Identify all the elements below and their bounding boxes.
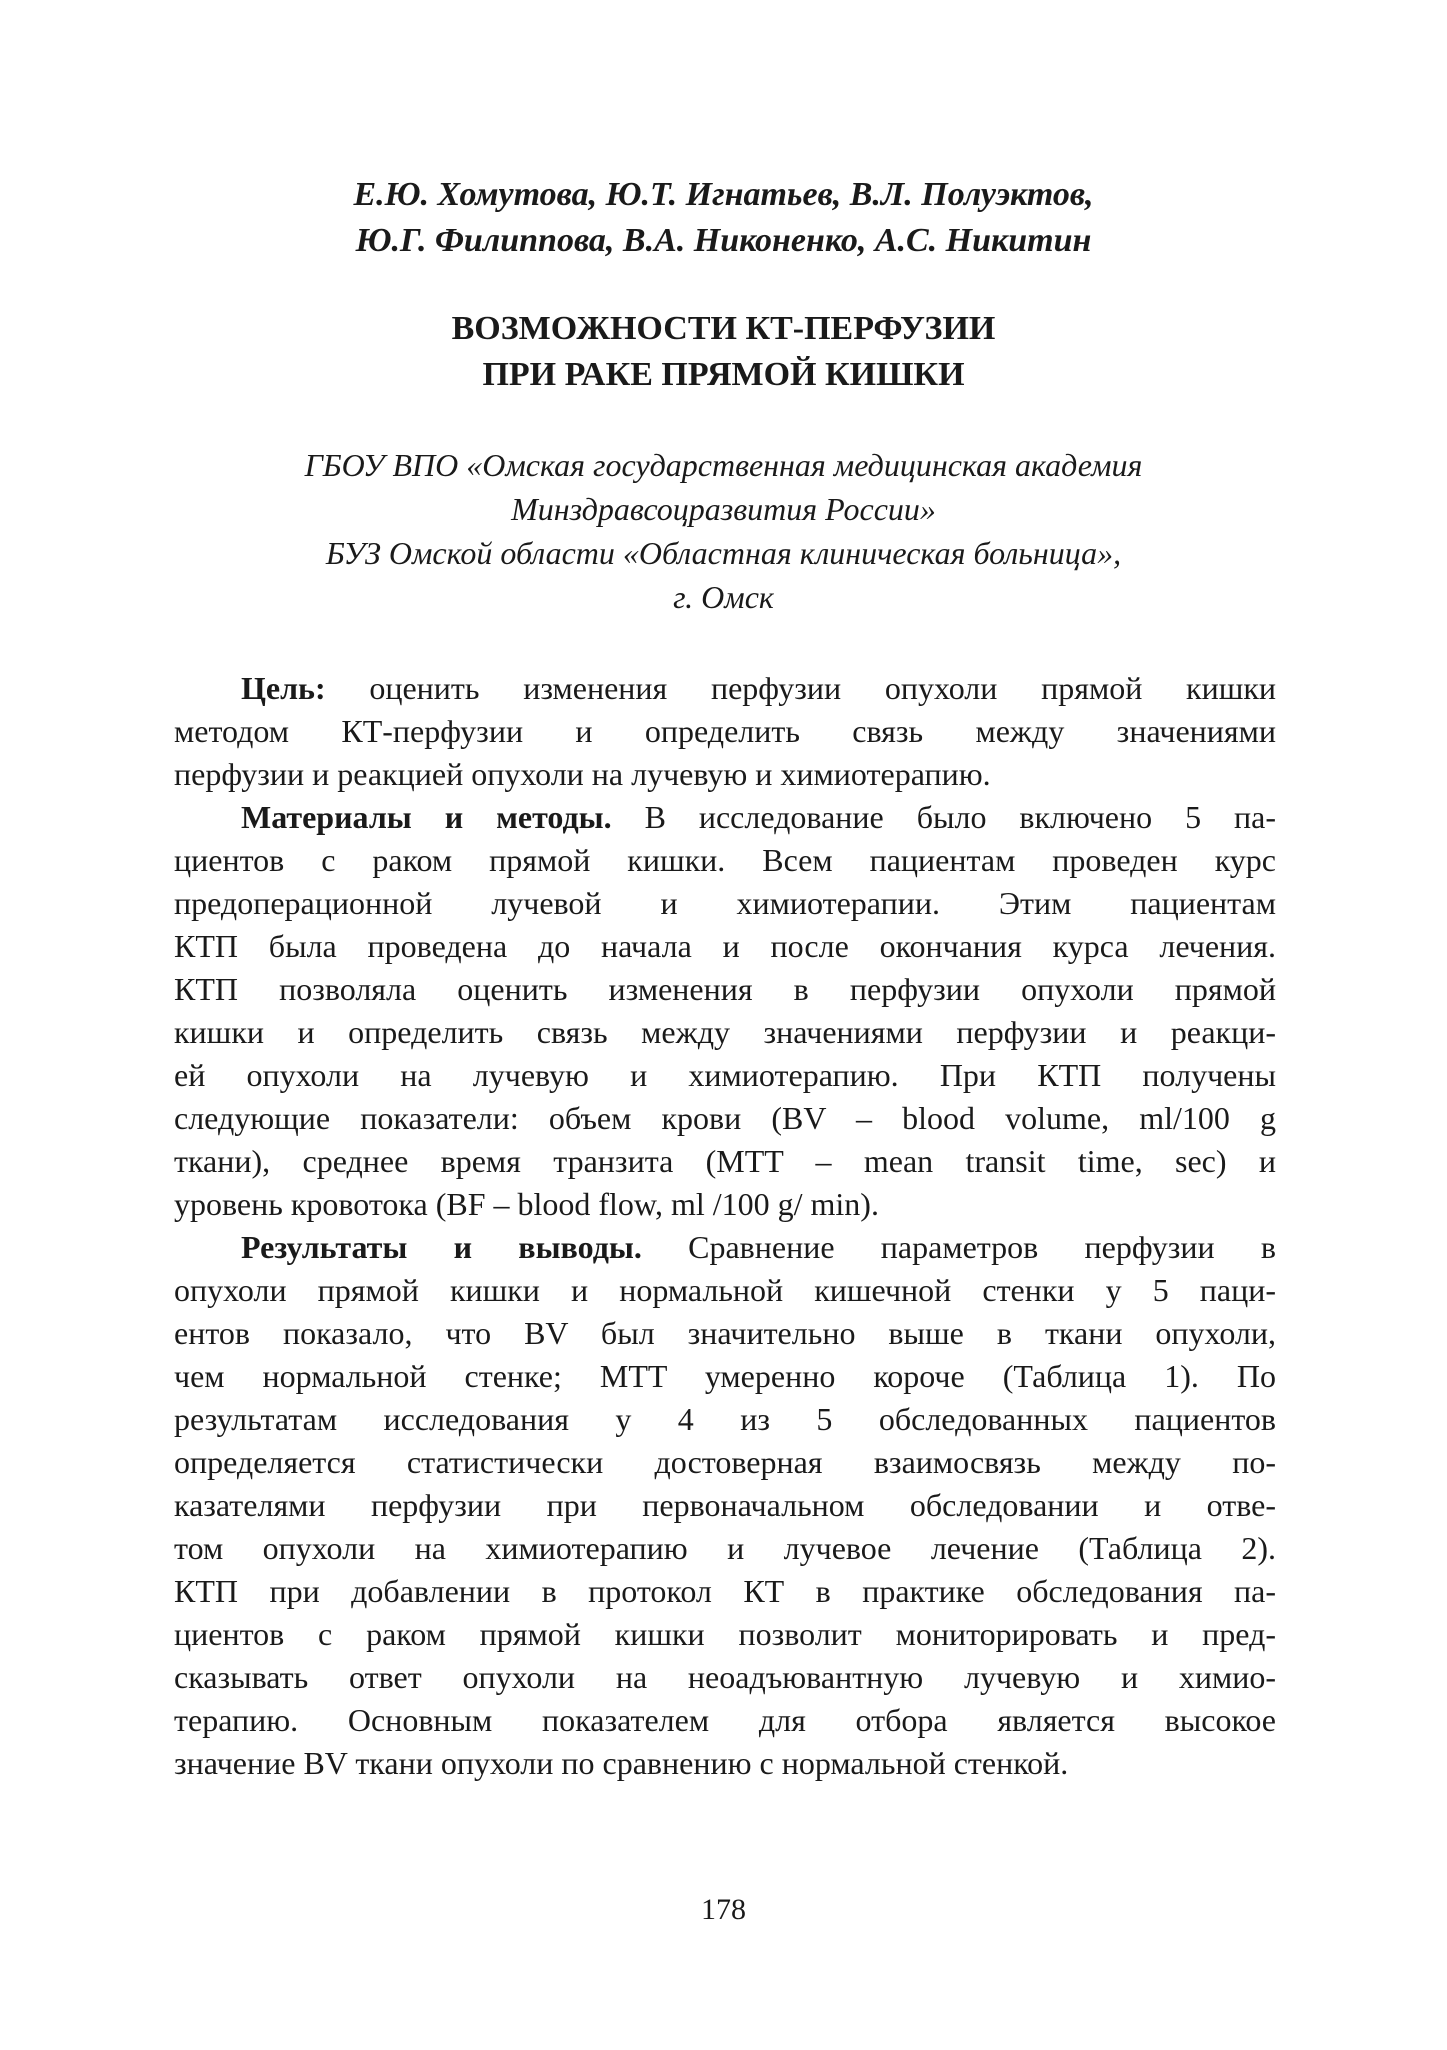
text-line <box>174 667 1276 710</box>
affiliation <box>0 443 1447 619</box>
text-line: сказывать ответ опухоли на неоадъювантную лучевую и химио- <box>174 1659 1276 1695</box>
text-line: уровень кровотока (BF – blood flow, ml /100 g/ min). <box>174 1186 879 1222</box>
text-line: терапию. Основным показателем для отбора является высокое <box>174 1702 1276 1738</box>
text-line: методом КТ-перфузии и определить связь между значениями <box>174 713 1276 749</box>
affiliation-line-3: БУЗ Омской области «Областная клиническая больница», <box>325 535 1122 571</box>
text-line <box>174 1226 1276 1269</box>
text-line: перфузии и реакцией опухоли на лучевую и химиотерапию. <box>174 756 991 792</box>
text-line: КТП была проведена до начала и после окончания курса лечения. <box>174 928 1276 964</box>
line-text: В исследование было включено 5 па- <box>611 799 1276 835</box>
affiliation-line-1: ГБОУ ВПО «Омская государственная медицинская академия <box>304 447 1143 483</box>
text-line: КТП позволяла оценить изменения в перфузии опухоли прямой <box>174 971 1276 1007</box>
article-title <box>0 306 1447 398</box>
text-line: кишки и определить связь между значениями перфузии и реакци- <box>174 1014 1276 1050</box>
text-line: ткани), среднее время транзита (MTT – mean transit time, sec) и <box>174 1143 1276 1179</box>
text-line: определяется статистически достоверная взаимосвязь между по- <box>174 1444 1276 1480</box>
paragraph-lead: Результаты и выводы. <box>241 1229 642 1265</box>
text-line: опухоли прямой кишки и нормальной кишечной стенки у 5 паци- <box>174 1272 1276 1308</box>
text-line: циентов с раком прямой кишки позволит мониторировать и пред- <box>174 1616 1276 1652</box>
line-text: Сравнение параметров перфузии в <box>641 1229 1276 1265</box>
paragraph-lead: Материалы и методы. <box>241 799 612 835</box>
text-line: казателями перфузии при первоначальном обследовании и отве- <box>174 1487 1276 1523</box>
authors-line-2: Ю.Г. Филиппова, В.А. Никоненко, А.С. Никитин <box>355 222 1092 259</box>
text-line <box>174 796 1276 839</box>
text-line: результатам исследования у 4 из 5 обследованных пациентов <box>174 1401 1276 1437</box>
paragraph-methods <box>174 796 1276 1226</box>
paragraph-lead: Цель: <box>241 670 326 706</box>
text-line: чем нормальной стенке; MTT умеренно короче (Таблица 1). По <box>174 1358 1276 1394</box>
text-line: предоперационной лучевой и химиотерапии. Этим пациентам <box>174 885 1276 921</box>
text-line: том опухоли на химиотерапию и лучевое лечение (Таблица 2). <box>174 1530 1276 1566</box>
title-line-1: ВОЗМОЖНОСТИ КТ-ПЕРФУЗИИ <box>451 310 996 347</box>
title-line-2: ПРИ РАКЕ ПРЯМОЙ КИШКИ <box>482 356 965 393</box>
text-line: ентов показало, что BV был значительно выше в ткани опухоли, <box>174 1315 1276 1351</box>
paragraph-goal <box>174 667 1276 796</box>
text-line: значение BV ткани опухоли по сравнению с нормальной стенкой. <box>174 1745 1069 1781</box>
article-body <box>174 667 1276 1785</box>
page-number: 178 <box>701 1893 746 1926</box>
text-line: ей опухоли на лучевую и химиотерапию. При КТП получены <box>174 1057 1276 1093</box>
text-line: циентов с раком прямой кишки. Всем пациентам проведен курс <box>174 842 1276 878</box>
affiliation-line-2: Минздравсоцразвития России» <box>511 491 936 527</box>
text-line: следующие показатели: объем крови (BV – blood volume, ml/100 g <box>174 1100 1276 1136</box>
line-text: оценить изменения перфузии опухоли прямой кишки <box>325 670 1276 706</box>
text-line: КТП при добавлении в протокол КТ в практике обследования па- <box>174 1573 1276 1609</box>
authors-line-1: Е.Ю. Хомутова, Ю.Т. Игнатьев, В.Л. Полуэктов, <box>353 176 1094 213</box>
authors <box>0 172 1447 264</box>
paragraph-results <box>174 1226 1276 1785</box>
affiliation-line-4: г. Омск <box>673 579 774 615</box>
